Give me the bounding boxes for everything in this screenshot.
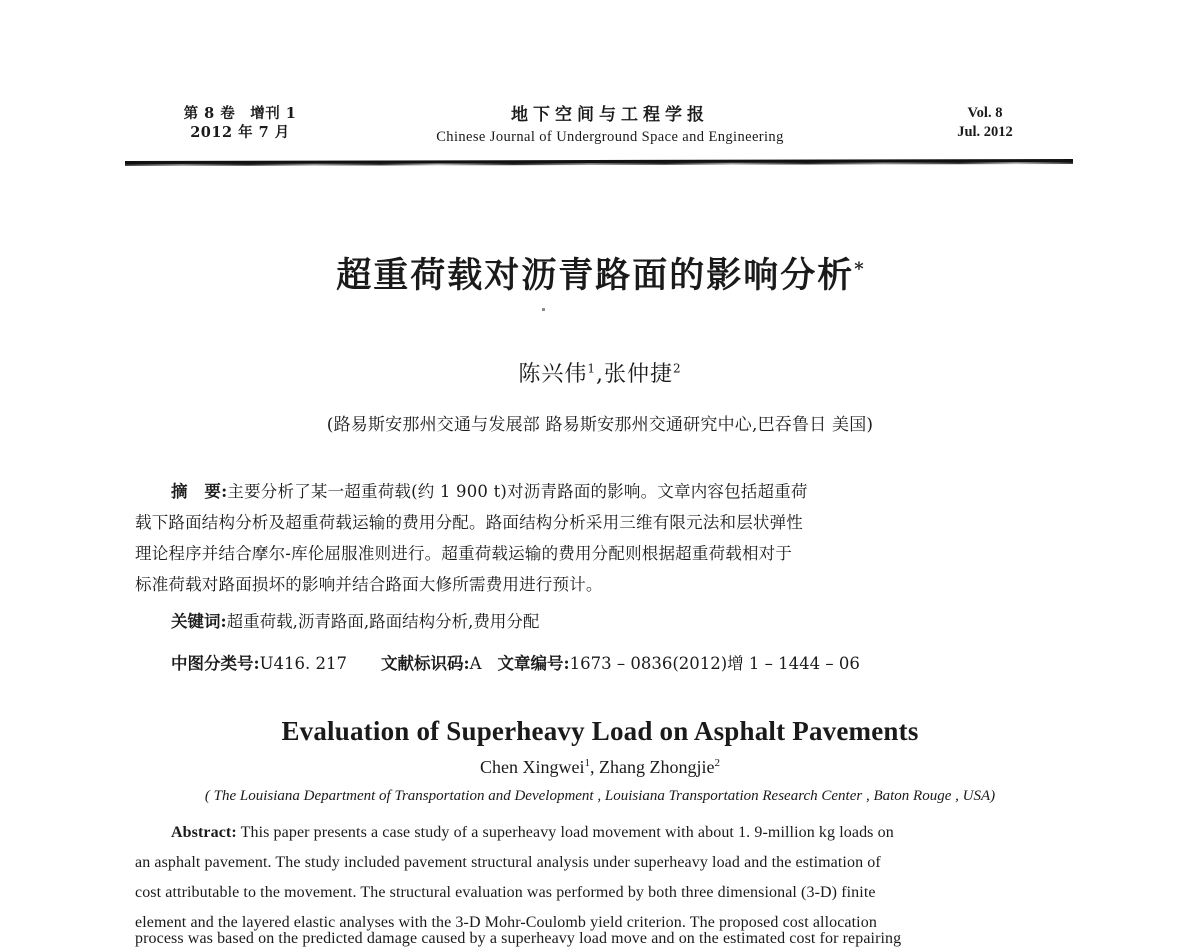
authors-cn-separator: , [596, 362, 604, 387]
masthead-divider-rule [125, 159, 1073, 165]
authors-cn [0, 357, 1200, 388]
abstract-en-line-2: an asphalt pavement. The study included pavement structural analysis under superheavy load and the estimation of [135, 854, 881, 871]
abstract-en [135, 818, 1070, 938]
abstract-cn-line-4: 标准荷载对路面损坏的影响并结合路面大修所需费用进行预计。 [135, 575, 603, 594]
author-en-1-affil-marker: 1 [584, 757, 590, 769]
journal-title-cn: 地下空间与工程学报 [511, 105, 709, 125]
keywords-cn-values: 超重荷载,沥青路面,路面结构分析,费用分配 [226, 612, 540, 631]
author-cn-1-affil-marker: 1 [587, 361, 596, 376]
masthead-right [895, 104, 1075, 142]
abstract-en-line-3: cost attributable to the movement. The structural evaluation was performed by both three dimensional (3-D) finite [135, 884, 876, 901]
volume-en: Vol. 8 [967, 105, 1003, 121]
authors-en-separator: , [590, 757, 595, 777]
author-en-1: Chen Xingwei [480, 757, 585, 777]
running-head [125, 104, 1075, 152]
keywords-cn-label: 关键词: [171, 612, 227, 631]
article-id-label: 文章编号: [497, 654, 570, 673]
abstract-cn-text-1: 主要分析了某一超重荷载(约 1 900 t)对沥青路面的影响。文章内容包括超重荷 [227, 482, 808, 501]
issue-date-en: Jul. 2012 [957, 124, 1013, 141]
doccode-value: A [469, 654, 482, 673]
abstract-en-line-5-clipped [0, 930, 1200, 952]
clc-label: 中图分类号: [171, 654, 260, 673]
issue-date-cn: 2012 年 7 月 [190, 124, 290, 142]
abstract-cn-line-2: 载下路面结构分析及超重荷载运输的费用分配。路面结构分析采用三维有限元法和层状弹性 [135, 513, 803, 532]
abstract-cn [135, 476, 1030, 600]
author-cn-2-affil-marker: 2 [673, 361, 682, 376]
abstract-en-line-5: process was based on the predicted damage caused by a superheavy load move and on the estimated cost for repairing [135, 930, 902, 947]
journal-title-en: Chinese Journal of Underground Space and Engineering [436, 129, 784, 146]
affiliation-en: ( The Louisiana Department of Transportation and Development , Louisiana Transportation Research Center , Baton Rouge , USA) [204, 788, 996, 804]
title-cn-text: 超重荷载对沥青路面的影响分析 [336, 255, 855, 296]
abstract-en-line-4: element and the layered elastic analyses with the 3-D Mohr-Coulomb yield criterion. The proposed cost allocation [135, 914, 877, 931]
abstract-en-label: Abstract: [171, 824, 237, 841]
masthead-left [125, 104, 355, 142]
article-id-value: 1673 – 0836(2012)增 1 – 1444 – 06 [569, 654, 860, 673]
abstract-en-text-1: This paper presents a case study of a superheavy load movement with about 1. 9-million kg loads on [240, 824, 894, 841]
page-title-en: Evaluation of Superheavy Load on Asphalt Pavements [281, 716, 919, 746]
affiliation-cn: (路易斯安那州交通与发展部 路易斯安那州交通研究中心,巴吞鲁日 美国) [326, 415, 874, 435]
keywords-cn [135, 608, 1066, 632]
abstract-cn-line-1 [135, 476, 1030, 507]
volume-issue-cn: 第 8 卷 增刊 1 [183, 105, 297, 122]
abstract-cn-line-3: 理论程序并结合摩尔-库伦屈服准则进行。超重荷载运输的费用分配则根据超重荷载相对于 [135, 544, 793, 563]
abstract-cn-label: 摘 要: [171, 482, 228, 501]
abstract-en-line-1 [135, 818, 1070, 848]
masthead-center [375, 104, 845, 147]
authors-en [0, 757, 1200, 778]
author-en-2: Zhang Zhongjie [599, 757, 715, 777]
classification-line [135, 650, 1066, 674]
scan-speck [542, 308, 545, 311]
clc-value: U416. 217 [259, 654, 347, 673]
title-footnote-marker: * [854, 258, 864, 280]
author-cn-2: 张仲捷 [604, 362, 674, 387]
doccode-label: 文献标识码: [380, 654, 470, 673]
page-title-cn [0, 248, 1200, 298]
author-cn-1: 陈兴伟 [518, 362, 588, 387]
author-en-2-affil-marker: 2 [714, 757, 720, 769]
